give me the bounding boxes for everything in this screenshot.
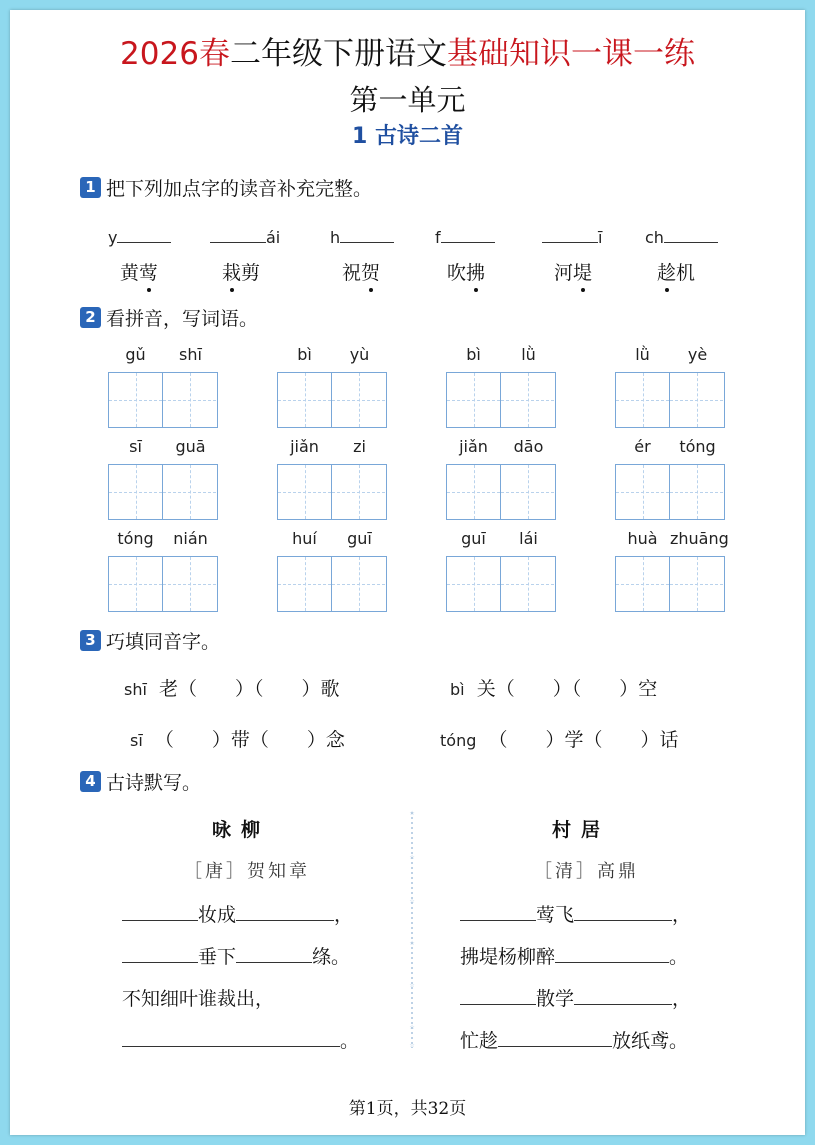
divider-star-icon: ☆ — [409, 1042, 415, 1049]
grid-pinyin — [108, 528, 218, 550]
writing-box[interactable] — [278, 465, 331, 519]
poem-2-line-4[interactable] — [460, 1026, 688, 1053]
pinyin-syllable: yè — [687, 345, 708, 364]
pinyin: shī — [124, 680, 147, 699]
poem-text: ， — [672, 904, 692, 926]
word-grid-item — [446, 436, 556, 520]
grid-pinyin — [446, 436, 556, 458]
question-2-heading — [80, 304, 258, 330]
divider-star-icon: ☆ — [409, 898, 415, 905]
pinyin-syllable: zi — [353, 437, 366, 456]
pinyin-syllable: guā — [175, 437, 206, 456]
homophone-line-1b[interactable] — [450, 674, 657, 701]
answer-blank[interactable] — [236, 906, 334, 921]
target-word — [657, 258, 695, 285]
grid-pinyin — [615, 436, 725, 458]
poem-1-title: 咏柳 — [212, 819, 271, 841]
grid-pinyin — [277, 344, 387, 366]
poem-text: ， — [672, 988, 692, 1010]
character: 机 — [676, 262, 696, 284]
answer-blank[interactable] — [236, 948, 312, 963]
answer-blank[interactable] — [441, 226, 495, 243]
answer-blank[interactable] — [574, 906, 672, 921]
poem-text: 忙趁 — [460, 1030, 499, 1052]
poem-1-author: ［唐］贺知章 — [184, 861, 310, 882]
writing-box[interactable] — [616, 465, 669, 519]
writing-boxes — [615, 464, 725, 520]
pinyin-syllable: ér — [634, 437, 651, 456]
grid-pinyin — [615, 528, 729, 550]
title-subject: 基础知识一课一练 — [446, 36, 695, 72]
character: 贺 — [361, 262, 381, 284]
poem-2-line-1[interactable] — [460, 900, 691, 927]
writing-box[interactable] — [669, 465, 723, 519]
grid-pinyin — [615, 344, 725, 366]
poem-2-line-2[interactable] — [460, 942, 688, 969]
writing-box[interactable] — [109, 557, 162, 611]
poem-text: 拂堤杨柳醉 — [460, 946, 556, 968]
pinyin-syllable: jiǎn — [459, 437, 488, 456]
answer-blank[interactable] — [664, 226, 718, 243]
answer-blank[interactable] — [498, 1032, 612, 1047]
pinyin-fragment: f — [435, 228, 441, 247]
pinyin-syllable: lái — [519, 529, 538, 548]
writing-boxes — [615, 372, 725, 428]
target-word — [554, 258, 592, 285]
poem-1-line-4[interactable] — [122, 1026, 359, 1053]
lesson-heading: 1 古诗二首 — [352, 124, 463, 149]
grid-pinyin — [108, 344, 218, 366]
poem-text: 莺飞 — [536, 904, 575, 926]
pinyin-blank-1[interactable] — [108, 226, 171, 247]
pinyin-syllable: guī — [347, 529, 372, 548]
pinyin-syllable: huà — [627, 529, 658, 548]
pinyin-syllable: bì — [466, 345, 481, 364]
question-number-badge: 1 — [80, 177, 101, 198]
grid-pinyin — [446, 528, 556, 550]
character: 祝 — [342, 262, 362, 284]
pinyin-fragment: ī — [598, 228, 603, 247]
pinyin-fragment: ch — [645, 228, 664, 247]
character: 河 — [554, 262, 574, 284]
target-word — [222, 258, 260, 285]
page-footer: 第1页，共32页 — [348, 1099, 467, 1119]
word-grid-item — [615, 344, 725, 428]
divider-star-icon: ☆ — [409, 810, 415, 817]
word-grid-item — [446, 528, 556, 612]
poem-text: 散学 — [536, 988, 575, 1010]
pinyin-syllable: lǜ — [521, 345, 536, 364]
answer-blank[interactable] — [122, 948, 198, 963]
word-grid-item — [615, 436, 725, 520]
writing-boxes — [277, 372, 387, 428]
grid-pinyin — [108, 436, 218, 458]
pinyin-syllable: lǜ — [635, 345, 650, 364]
question-number-badge: 2 — [80, 307, 101, 328]
homophone-line-2b[interactable] — [440, 725, 678, 752]
writing-box[interactable] — [278, 557, 331, 611]
writing-box[interactable] — [447, 465, 500, 519]
writing-boxes — [277, 464, 387, 520]
writing-box[interactable] — [500, 557, 554, 611]
worksheet-title — [0, 34, 815, 74]
pinyin-syllable: shī — [179, 345, 202, 364]
pinyin-blank-5[interactable] — [542, 226, 602, 247]
poem-1-line-3: 不知细叶谁裁出， — [122, 988, 275, 1010]
pinyin: sī — [130, 731, 143, 750]
poem-1-line-1[interactable] — [122, 900, 353, 927]
fill-text: （ ）学（ ）话 — [488, 729, 679, 751]
target-word — [120, 258, 158, 285]
writing-box[interactable] — [162, 465, 216, 519]
poem-text: 妆成 — [198, 904, 237, 926]
character: 吹 — [447, 262, 467, 284]
grid-pinyin — [446, 344, 556, 366]
writing-box[interactable] — [616, 557, 669, 611]
pinyin-blank-6[interactable] — [645, 226, 718, 247]
character: 黄 — [120, 262, 140, 284]
word-grid-item — [615, 528, 729, 612]
writing-box[interactable] — [669, 373, 723, 427]
writing-box[interactable] — [616, 373, 669, 427]
writing-box[interactable] — [669, 557, 723, 611]
poem-text: 绦。 — [312, 946, 351, 968]
writing-box[interactable] — [109, 373, 162, 427]
writing-box[interactable] — [500, 373, 554, 427]
character: 剪 — [241, 262, 261, 284]
question-1-heading — [80, 174, 372, 200]
answer-blank[interactable] — [555, 948, 669, 963]
answer-blank[interactable] — [460, 906, 536, 921]
answer-blank[interactable] — [340, 226, 394, 243]
character: 拂 — [466, 262, 486, 284]
writing-box[interactable] — [331, 465, 385, 519]
divider-star-icon: ☆ — [409, 982, 415, 989]
answer-blank[interactable] — [574, 990, 672, 1005]
word-grid-item — [277, 436, 387, 520]
pinyin-syllable: jiǎn — [290, 437, 319, 456]
answer-blank[interactable] — [117, 226, 171, 243]
writing-boxes — [108, 464, 218, 520]
poem-2-title: 村居 — [552, 819, 611, 841]
pinyin-syllable: zhuāng — [670, 529, 729, 548]
pinyin-blank-3[interactable] — [330, 226, 394, 247]
pinyin: tóng — [440, 731, 477, 750]
pinyin-blank-4[interactable] — [435, 226, 495, 247]
target-word — [342, 258, 380, 285]
divider-star-icon: ☆ — [409, 940, 415, 947]
writing-box[interactable] — [500, 465, 554, 519]
character: 莺 — [139, 262, 159, 284]
poem-text: 。 — [669, 946, 689, 968]
question-number-badge: 3 — [80, 630, 101, 651]
poem-text: 。 — [340, 1030, 360, 1052]
pinyin: bì — [450, 680, 465, 699]
pinyin-syllable: sī — [129, 437, 142, 456]
divider-star-icon: ☆ — [409, 1024, 415, 1031]
poem-divider — [410, 812, 414, 1048]
writing-boxes — [615, 556, 725, 612]
homophone-line-2a[interactable] — [130, 725, 345, 752]
title-grade: 二年级下册语文 — [229, 36, 447, 72]
writing-box[interactable] — [331, 557, 385, 611]
answer-blank[interactable] — [542, 226, 598, 243]
pinyin-fragment: h — [330, 228, 341, 247]
writing-box[interactable] — [162, 373, 216, 427]
divider-star-icon: ☆ — [409, 854, 415, 861]
pinyin-fragment: y — [108, 228, 118, 247]
writing-box[interactable] — [278, 373, 331, 427]
homophone-line-1a[interactable] — [124, 674, 340, 701]
question-3-heading — [80, 627, 220, 653]
pinyin-syllable: nián — [173, 529, 208, 548]
writing-box[interactable] — [447, 373, 500, 427]
pinyin-syllable: guī — [461, 529, 486, 548]
writing-box[interactable] — [109, 465, 162, 519]
grid-pinyin — [277, 436, 387, 458]
question-4-heading — [80, 768, 201, 794]
character: 栽 — [222, 262, 242, 284]
answer-blank[interactable] — [122, 906, 198, 921]
poem-text: 垂下 — [198, 946, 237, 968]
word-grid-item — [277, 528, 387, 612]
answer-blank[interactable] — [122, 1032, 340, 1047]
writing-boxes — [446, 556, 556, 612]
writing-box[interactable] — [447, 557, 500, 611]
question-prompt: 把下列加点字的读音补充完整。 — [106, 177, 373, 200]
writing-boxes — [446, 464, 556, 520]
writing-boxes — [108, 556, 218, 612]
unit-heading: 第一单元 — [349, 83, 466, 117]
question-prompt: 巧填同音字。 — [106, 630, 221, 653]
answer-blank[interactable] — [460, 990, 536, 1005]
poem-text: 放纸鸢。 — [612, 1030, 689, 1052]
question-prompt: 看拼音，写词语。 — [106, 307, 259, 330]
poem-2-author: ［清］高鼎 — [534, 861, 639, 882]
poem-2-line-3[interactable] — [460, 984, 691, 1011]
writing-boxes — [108, 372, 218, 428]
pinyin-syllable: tóng — [117, 529, 154, 548]
writing-boxes — [446, 372, 556, 428]
pinyin-syllable: gǔ — [125, 345, 146, 364]
question-number-badge: 4 — [80, 771, 101, 792]
fill-text: 关（ ）（ ）空 — [476, 678, 658, 700]
word-grid-item — [277, 344, 387, 428]
target-word — [447, 258, 485, 285]
poem-1-line-2[interactable] — [122, 942, 350, 969]
character: 趁 — [657, 262, 677, 284]
pinyin-syllable: bì — [297, 345, 312, 364]
writing-box[interactable] — [331, 373, 385, 427]
word-grid-item — [108, 344, 218, 428]
question-prompt: 古诗默写。 — [106, 771, 202, 794]
character: 堤 — [573, 262, 593, 284]
answer-blank[interactable] — [210, 226, 266, 243]
pinyin-syllable: dāo — [513, 437, 544, 456]
grid-pinyin — [277, 528, 387, 550]
pinyin-blank-2[interactable] — [210, 226, 280, 247]
word-grid-item — [108, 436, 218, 520]
fill-text: （ ）带（ ）念 — [154, 729, 345, 751]
pinyin-syllable: huí — [292, 529, 317, 548]
poem-text: ， — [334, 904, 354, 926]
title-year: 2026春 — [120, 36, 230, 72]
pinyin-syllable: yù — [349, 345, 370, 364]
word-grid-item — [446, 344, 556, 428]
fill-text: 老（ ）（ ）歌 — [159, 678, 340, 700]
pinyin-fragment: ái — [266, 228, 281, 247]
writing-box[interactable] — [162, 557, 216, 611]
writing-boxes — [277, 556, 387, 612]
word-grid-item — [108, 528, 218, 612]
pinyin-syllable: tóng — [679, 437, 716, 456]
